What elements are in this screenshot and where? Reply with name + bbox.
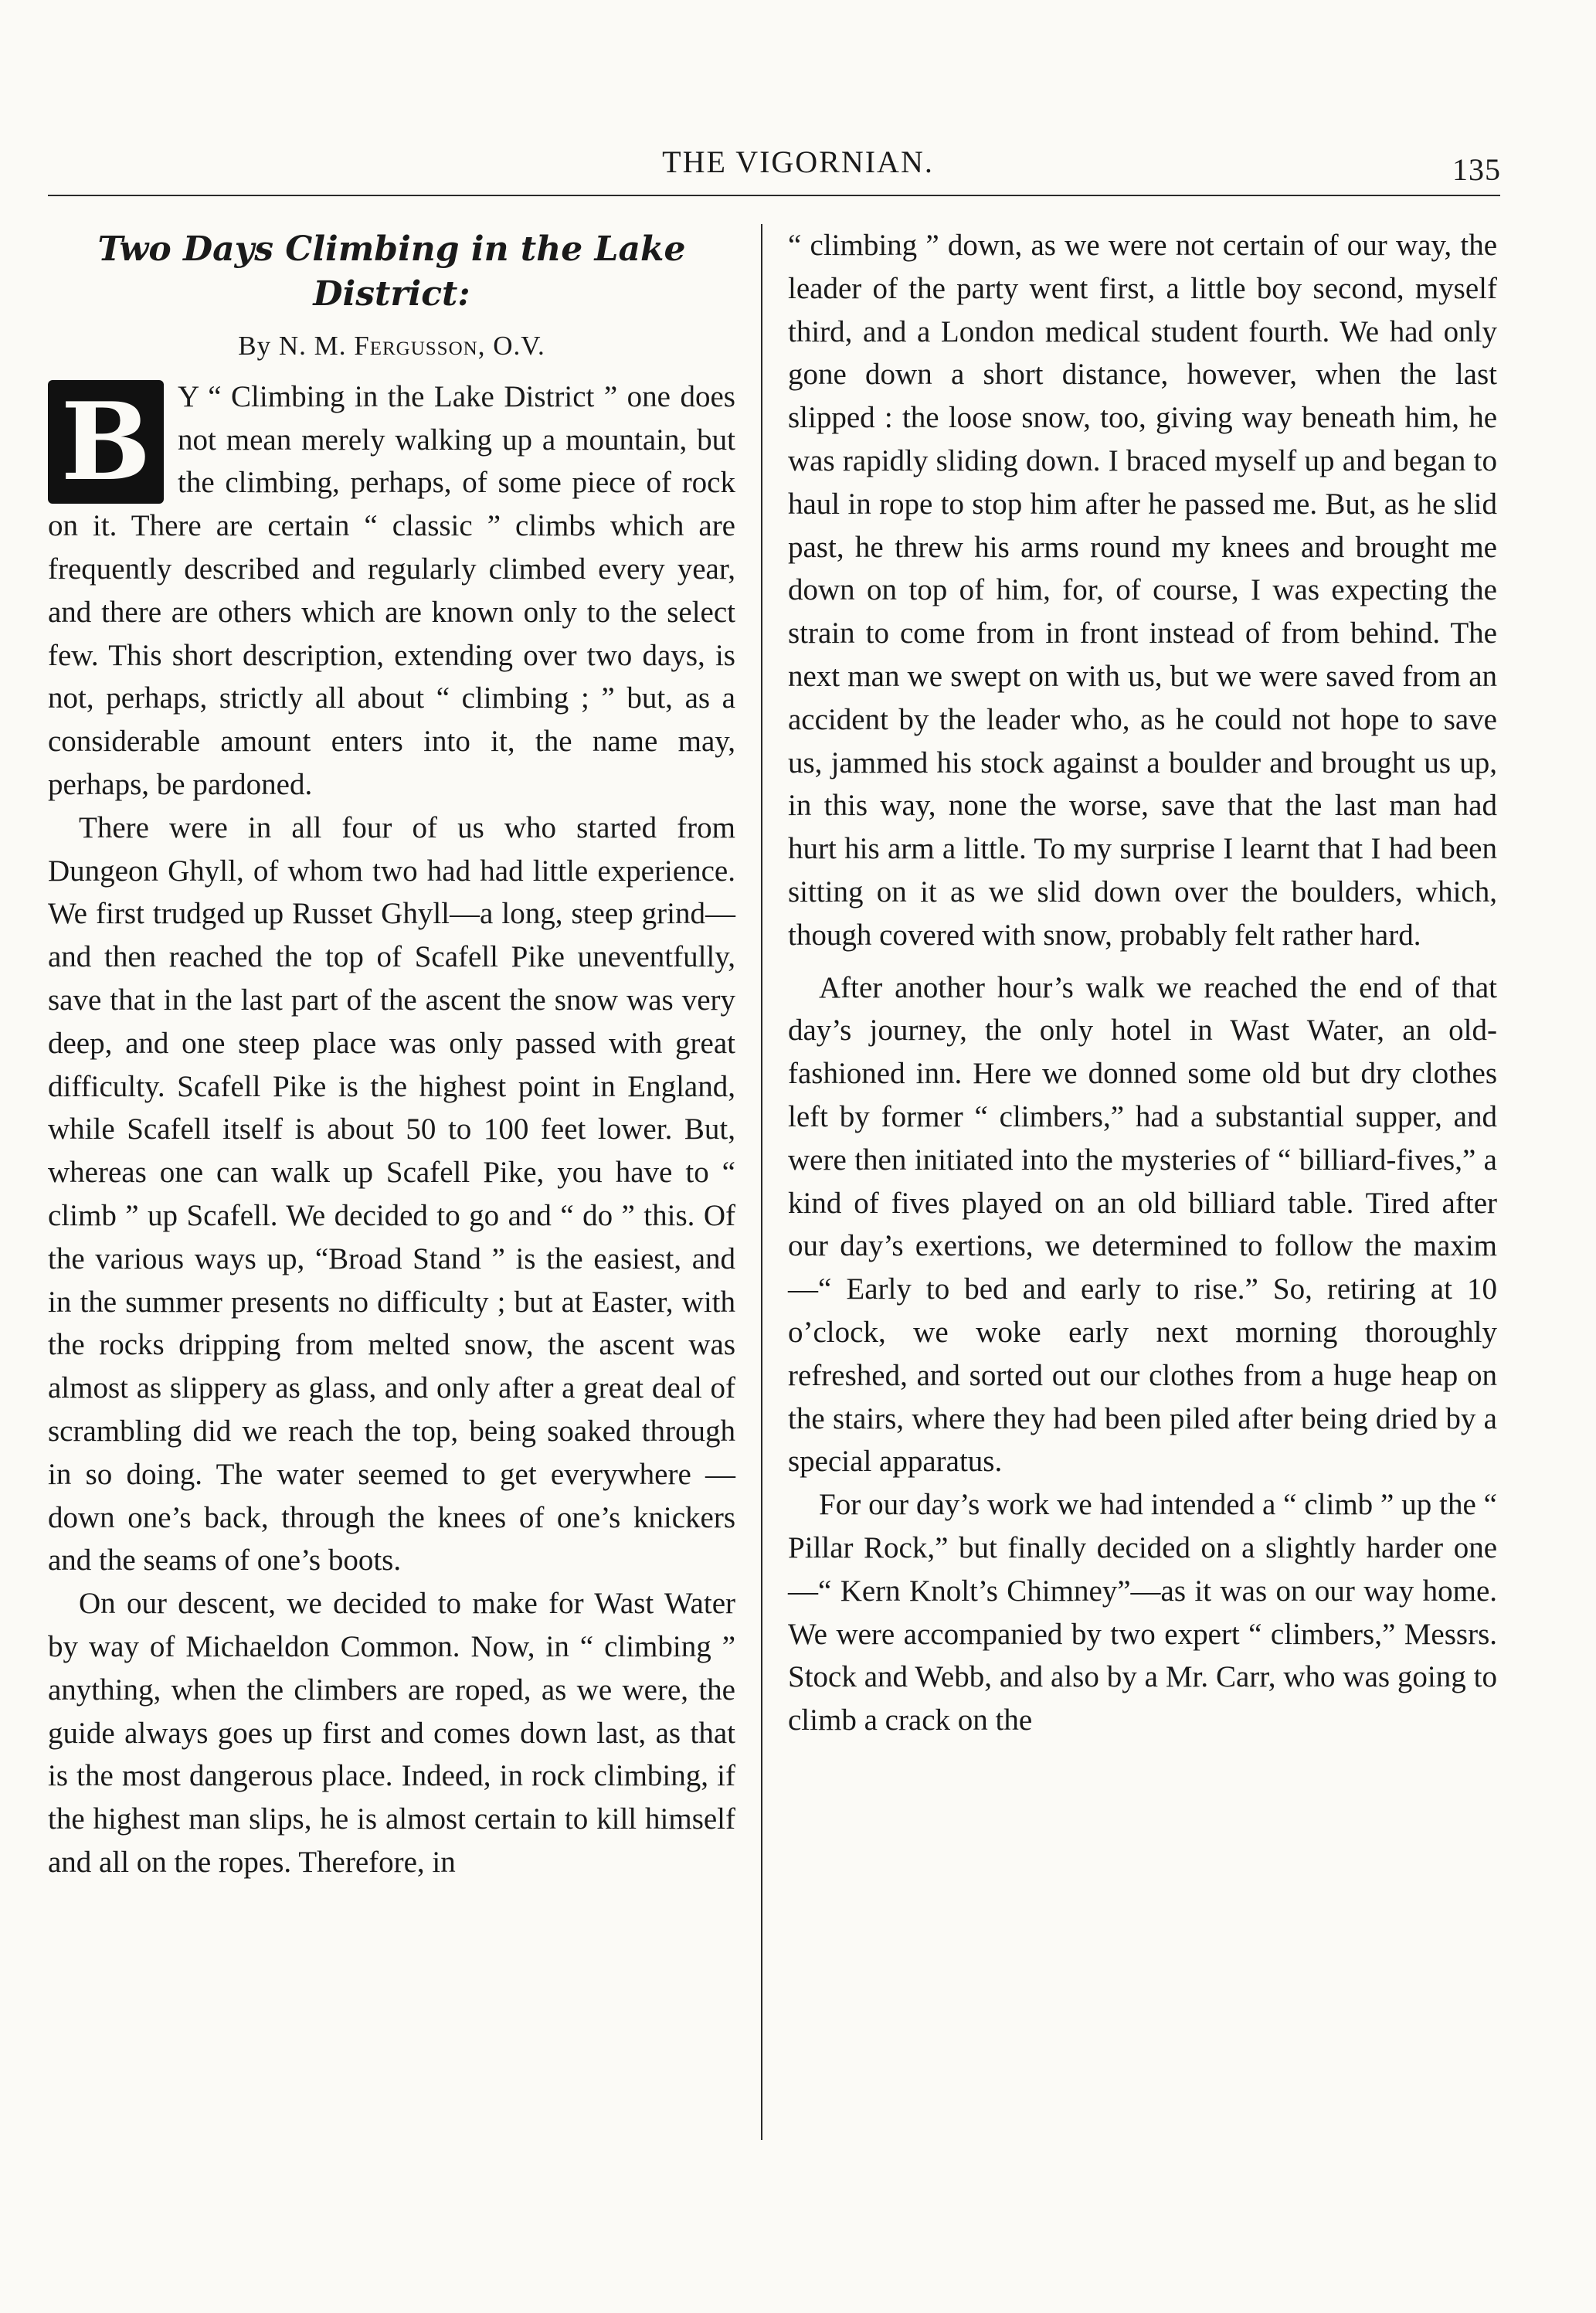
paragraph-3: On our descent, we decided to make for Wast Water by way of Michaeldon Common. Now, in “ climbing ” anything, when the climbers are roped, as we were, the guide always goes up first and comes down last, as that is the most dangerous place. Indeed, in rock climbing, if the highest man slips, he is almost certain to kill himself and all on the ropes. Therefore, in: [48, 1587, 735, 1879]
header-rule: [48, 195, 1500, 196]
article-title: Two Days Climbing in the Lake District:: [97, 229, 686, 314]
paragraph-5: After another hour’s walk we reached the end of that day’s journey, the only hotel in Wast Water, an old-fashioned inn. Here we donned some old but dry clothes left by former “ climbers,” had a substantial supper, and were then initiated into the mysteries of “ billiard-fives,” a kind of fives played on an old billiard table. Tired after our day’s exertions, we determined to follow the maxim—“ Early to bed and early to rise.” So, retiring at 10 o’clock, we woke early next morning thoroughly refreshed, and sorted out our clothes from a huge heap on the stairs, where they had been piled after being dried by a special apparatus.: [788, 970, 1497, 1479]
paragraph-1: [48, 375, 735, 807]
paragraph-1-text: Y “ Climbing in the Lake District ” one does not mean merely walking up a mountain, but the climbing, perhaps, of some piece of rock on it. There are certain “ classic ” climbs which are frequently described and regularly climbed every year, and there are others which are known only to the select few. This short description, extending over two days, is not, perhaps, strictly all about “ climbing ; ” but, as a considerable amount enters into it, the name may, perhaps, be pardoned.: [48, 379, 735, 801]
running-title: THE VIGORNIAN.: [662, 144, 934, 179]
paragraph-6: For our day’s work we had intended a “ climb ” up the “ Pillar Rock,” but finally decided on a slightly harder one—“ Kern Knolt’s Chimney”—as it was on our way home. We were accompanied by two expert “ climbers,” Messrs. Stock and Webb, and also by a Mr. Carr, who was going to climb a crack on the: [788, 1488, 1497, 1737]
drop-cap: B: [48, 380, 164, 504]
page-number: 135: [1452, 152, 1501, 187]
right-column: [788, 224, 1497, 1742]
paragraph-4: “ climbing ” down, as we were not certain of our way, the leader of the party went first, a little boy second, myself third, and a London medical student fourth. We had only gone down a short distance, however, when the last slipped : the loose snow, too, giving way beneath him, he was rapidly sliding down. I braced myself up and began to haul in rope to stop him after he passed me. But, as he slid past, he threw his arms round my knees and brought me down on top of him, for, of course, I was expecting the strain to come from in front instead of from behind. The next man we swept on with us, but we were saved from an accident by the leader who, as he could not hope to save us, jammed his stock against a boulder and brought us up, in this way, none the worse, save that the last man had hurt his arm a little. To my surprise I learnt that I had been sitting on it as we slid down over the boulders, which, though covered with snow, probably felt rather hard.: [788, 229, 1497, 952]
author-name: N. M. Fergusson, O.V.: [278, 331, 545, 361]
byline: [48, 324, 735, 368]
left-column: [48, 224, 735, 1884]
paragraph-2: There were in all four of us who started from Dungeon Ghyll, of whom two had had little experience. We first trudged up Russet Ghyll—a long, steep grind—and then reached the top of Scafell Pike uneventfully, save that in the last part of the ascent the snow was very deep, and one steep place was only passed with great difficulty. Scafell Pike is the highest point in England, while Scafell itself is about 50 to 100 feet lower. But, whereas one can walk up Scafell Pike, you have to “ climb ” up Scafell. We decided to go and “ do ” this. Of the various ways up, “Broad Stand ” is the easiest, and in the summer presents no difficulty ; but at Easter, with the rocks dripping from melted snow, the ascent was almost as slippery as glass, and only after a great deal of scrambling did we reach the top, being soaked through in so doing. The water seemed to get everywhere —down one’s back, through the knees of one’s knickers and the seams of one’s boots.: [48, 810, 735, 1578]
byline-prefix: By: [238, 331, 272, 361]
column-divider: [761, 224, 762, 2140]
